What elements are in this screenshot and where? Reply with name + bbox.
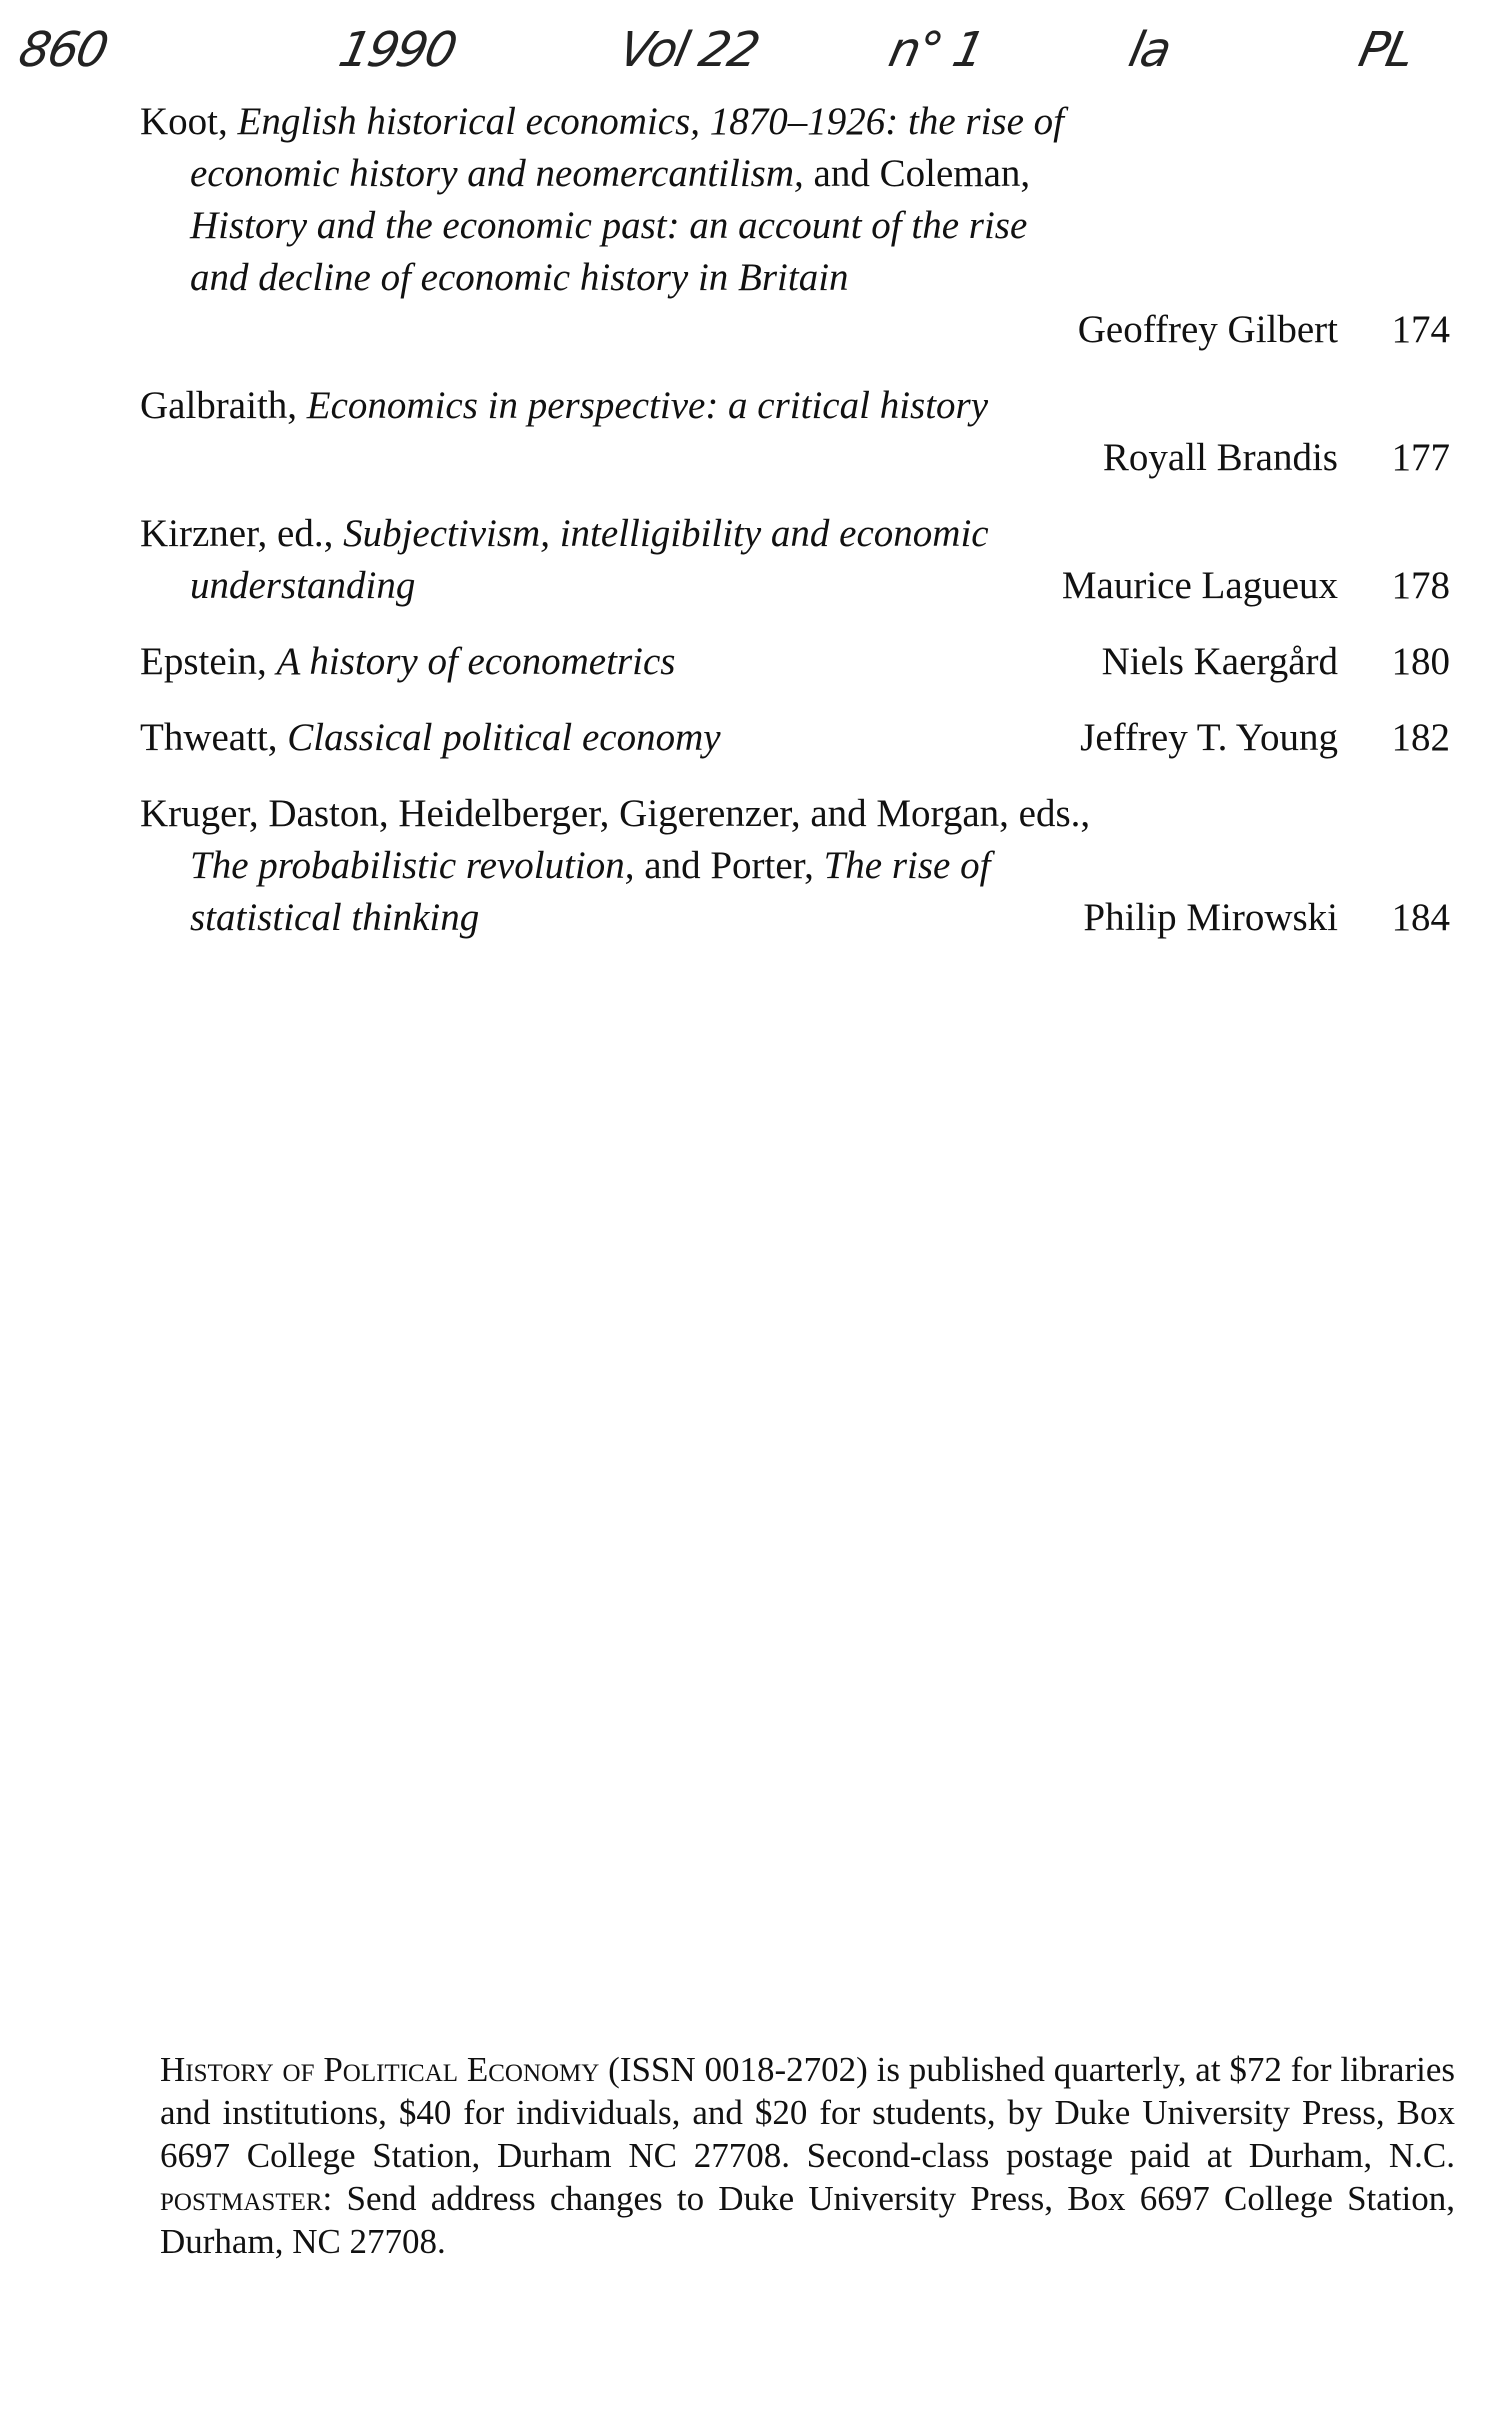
handwritten-note: Vol 22	[614, 22, 764, 78]
book-title-text: Classical political economy	[287, 716, 721, 759]
book-title-text: The probabilistic revolution,	[190, 844, 635, 887]
book-title-text: understanding	[190, 564, 416, 607]
reviewer-name: Jeffrey T. Young	[1080, 716, 1338, 759]
journal-name: History of Political Economy	[160, 2050, 600, 2089]
review-entry	[140, 712, 1450, 764]
review-line	[140, 636, 675, 688]
review-line	[140, 508, 1450, 560]
review-line	[140, 252, 1450, 304]
page-number: 178	[1391, 564, 1450, 607]
notice-text: (ISSN 0018-2702) is published quarterly, at $72 for libraries and institutions, $40 for individuals, and $20 for students, by Duke University Press, Box 6697 College Station, Durham NC 27708. Second-class postage paid at Durham, N.C.	[160, 2050, 1455, 2175]
book-title-text: A history of econometrics	[276, 640, 676, 683]
reviewer-name: Niels Kaergård	[1101, 640, 1338, 683]
reviewer-name: Philip Mirowski	[1083, 896, 1338, 939]
page-number: 182	[1391, 716, 1450, 759]
book-title-text: economic history and neomercantilism,	[190, 152, 804, 195]
book-title-text: Subjectivism, intelligibility and economic	[343, 512, 989, 555]
review-line	[140, 96, 1450, 148]
handwritten-note: PL	[1354, 22, 1418, 78]
publication-notice	[160, 2048, 1455, 2263]
page-number: 184	[1391, 896, 1450, 939]
book-title-text: Economics in perspective: a critical history	[306, 384, 989, 427]
review-line	[140, 200, 1450, 252]
handwritten-annotations	[0, 6, 1491, 86]
review-line	[190, 892, 479, 944]
reviewer-name: Geoffrey Gilbert	[1077, 308, 1338, 351]
book-title-text: The rise of	[823, 844, 991, 887]
page-number: 174	[1391, 308, 1450, 351]
author-text: Kruger, Daston, Heidelberger, Gigerenzer, and Morgan, eds.,	[140, 792, 1091, 835]
book-title-text: statistical thinking	[190, 896, 480, 939]
author-text: Galbraith,	[140, 384, 307, 427]
review-entry	[140, 636, 1450, 688]
page-number: 177	[1391, 436, 1450, 479]
author-text: and Porter,	[634, 844, 824, 887]
handwritten-note: la	[1124, 22, 1175, 78]
author-text: Koot,	[140, 100, 238, 143]
book-reviews-list	[140, 96, 1450, 968]
handwritten-note: 1990	[334, 22, 461, 78]
author-text: Epstein,	[140, 640, 277, 683]
author-text: Thweatt,	[140, 716, 288, 759]
notice-text-2: Send address changes to Duke University Press, Box 6697 College Station, Durham, NC 27708.	[160, 2179, 1455, 2261]
review-line	[140, 380, 1450, 432]
reviewer-name: Royall Brandis	[1102, 436, 1338, 479]
review-entry	[140, 380, 1450, 484]
handwritten-note: n° 1	[884, 22, 989, 78]
review-entry	[140, 508, 1450, 612]
review-line	[140, 840, 1450, 892]
page-number: 180	[1391, 640, 1450, 683]
postmaster-label: postmaster:	[160, 2179, 333, 2218]
book-title-text: and decline of economic history in Britain	[190, 256, 849, 299]
review-line	[190, 560, 415, 612]
review-entry	[140, 788, 1450, 944]
book-title-text: History and the economic past: an account of the rise	[190, 204, 1028, 247]
review-line	[140, 788, 1450, 840]
review-entry	[140, 96, 1450, 356]
author-text: Kirzner, ed.,	[140, 512, 344, 555]
handwritten-note: 860	[14, 22, 112, 78]
reviewer-name: Maurice Lagueux	[1061, 564, 1338, 607]
review-line	[140, 148, 1450, 200]
author-text: and Coleman,	[803, 152, 1031, 195]
book-title-text: English historical economics, 1870–1926: the rise of	[237, 100, 1065, 143]
review-line	[140, 712, 721, 764]
